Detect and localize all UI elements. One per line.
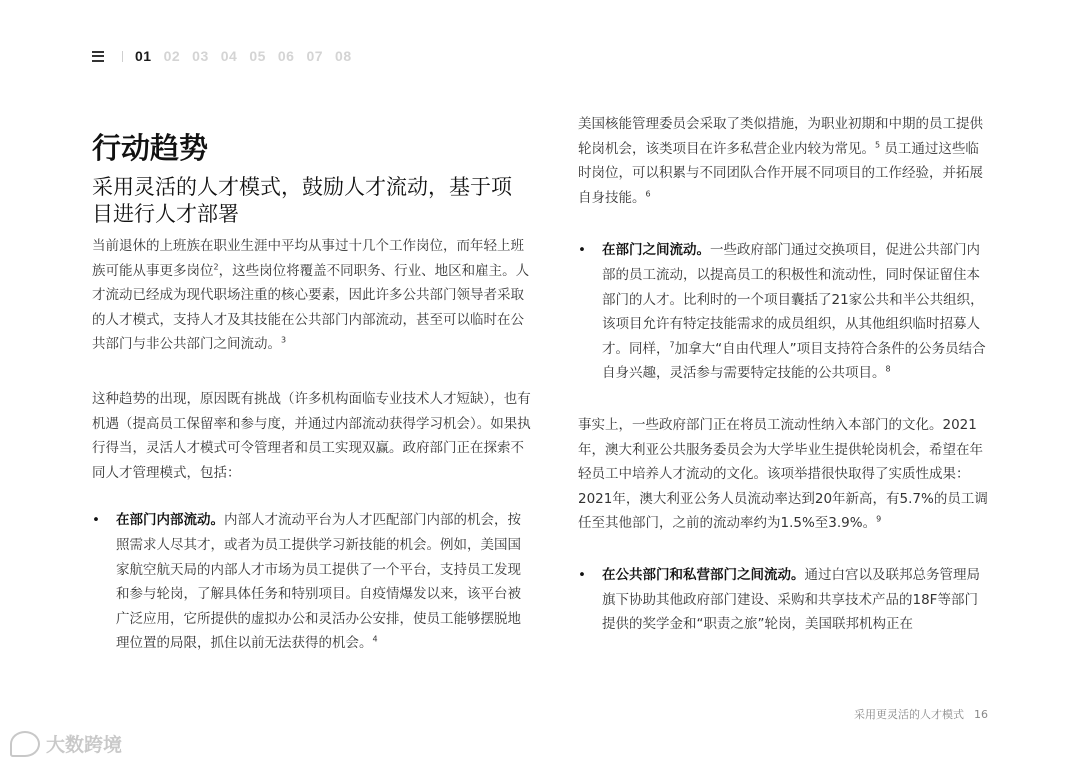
menu-icon[interactable]	[92, 51, 104, 62]
nav-item-04[interactable]: 04	[220, 48, 238, 64]
bullet-marker: •	[578, 242, 586, 259]
bullet-marker: •	[578, 566, 586, 583]
nav-item-02[interactable]: 02	[163, 48, 181, 64]
nav-divider	[122, 51, 123, 62]
bullet-intra-department: • 在部门内部流动。内部人才流动平台为人才匹配部门内部的机会，按照需求人尽其才，或者为员工提供学习新技能的机会。例如，美国国家航空航天局的内部人才市场为员工提供了一个平台，支持员工发现和参与轮岗，了解具体任务和特别项目。自疫情爆发以来，该平台被广泛应用，它所提供的虚拟办公和灵活办公安排，使员工能够摆脱地理位置的局限，抓住以前无法获得的机会。$^4$	[92, 508, 532, 656]
nav-item-08[interactable]: 08	[335, 48, 352, 64]
nav-item-05[interactable]: 05	[249, 48, 266, 64]
continued-paragraph: 美国核能管理委员会采取了类似措施，为职业初期和中期的员工提供轮岗机会，该类项目在许多私营企业内较为常见。$^5$ 员工通过这些临时岗位，可以积累与不同团队合作开展不同项目的工作经验，并拓展自身技能。$^6$	[578, 116, 983, 206]
intro-paragraph: 当前退休的上班族在职业生涯中平均从事过十几个工作岗位，而年轻上班族可能从事更多岗位$^2$，这些岗位将覆盖不同职务、行业、地区和雇主。人才流动已经成为现代职场注重的核心要素，因此许多公共部门领导者采取的人才模式，支持人才及其技能在公共部门内部流动，甚至可以临时在公共部门与非公共部门之间流动。$^3$	[92, 238, 530, 353]
trend-paragraph: 这种趋势的出现，原因既有挑战（许多机构面临专业技术人才短缺），也有机遇（提高员工保留率和参与度，并通过内部流动获得学习机会）。如果执行得当，灵活人才模式可令管理者和员工实现双赢。政府部门正在探索不同人才管理模式，包括：	[92, 390, 531, 481]
nav-items	[135, 48, 364, 64]
page-title: 行动趋势	[92, 131, 209, 165]
page-subtitle: 采用灵活的人才模式，鼓励人才流动，基于项目进行人才部署	[92, 175, 512, 226]
nav-item-07[interactable]: 07	[306, 48, 324, 64]
nav-item-01[interactable]: 01	[135, 48, 152, 64]
section-nav	[92, 46, 364, 66]
bullet-inter-department: • 在部门之间流动。一些政府部门通过交换项目，促进公共部门内部的员工流动，以提高员工的积极性和流动性，同时保证留住本部门的人才。比利时的一个项目囊括了21家公共和半公共组织，该项目允许有特定技能需求的成员组织，从其他组织临时招募人才。同样，$^7$加拿大“自由代理人”项目支持符合条件的公务员结合自身兴趣，灵活参与需要特定技能的公共项目。$^8$	[578, 238, 990, 386]
page-footer	[854, 706, 988, 722]
bullet-marker: •	[92, 512, 100, 529]
left-column	[92, 128, 532, 656]
right-column	[578, 112, 990, 637]
watermark-text: 大数跨境	[46, 734, 123, 756]
culture-paragraph: 事实上，一些政府部门正在将员工流动性纳入本部门的文化。2021年，澳大利亚公共服务委员会为大学毕业生提供轮岗机会，希望在年轻员工中培养人才流动的文化。该项举措很快取得了实质性成果：2021年，澳大利亚公务人员流动率达到20年新高，有5.7%的员工调任至其他部门，之前的流动率约为1.5%至3.9%。$^9$	[578, 416, 988, 532]
watermark	[10, 730, 122, 757]
nav-item-06[interactable]: 06	[277, 48, 295, 64]
bullet-public-private: • 在公共部门和私营部门之间流动。通过白宫以及联邦总务管理局旗下协助其他政府部门建设、采购和共享技术产品的18F等部门提供的奖学金和“职责之旅”轮岗，美国联邦机构正在	[578, 563, 990, 637]
watermark-logo-icon	[10, 731, 40, 757]
nav-item-03[interactable]: 03	[192, 48, 209, 64]
footer-title: 采用更灵活的人才模式	[854, 708, 964, 721]
page-number: 16	[974, 708, 988, 721]
